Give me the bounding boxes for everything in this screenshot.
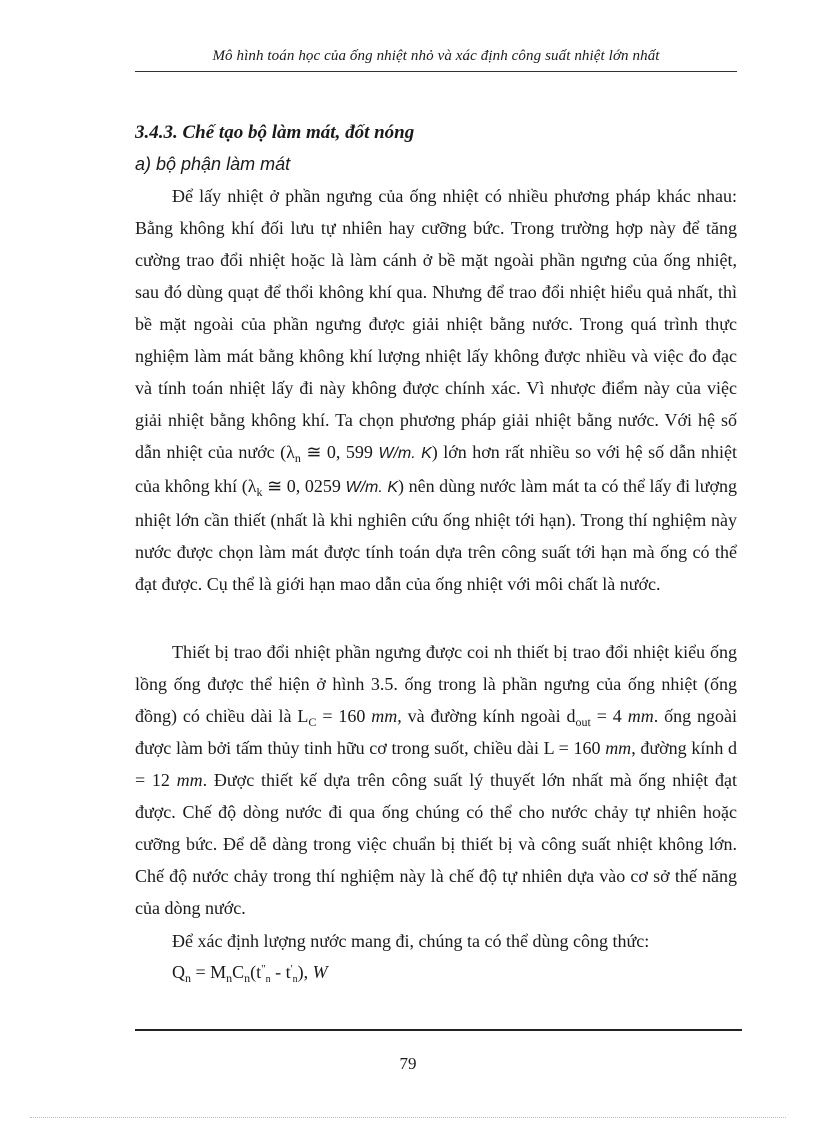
formula-superscript: ' — [290, 963, 293, 975]
length-subscript: C — [308, 715, 317, 729]
lambda-water-unit: W/m. K — [378, 445, 432, 462]
formula-subscript: n — [265, 974, 271, 985]
section-heading: 3.4.3. Chế tạo bộ làm mát, đốt nóng — [135, 122, 415, 143]
text-run: Thiết bị trao đổi nhiệt phần ngưng được coi nh thiết bị trao đổi nhiệt kiểu ống lồng ống được thể hiện ở hình 3.5. ống trong là phần ngưng của ống nhiệt (ống đồng) có chiều dài là L — [135, 642, 737, 726]
diameter-subscript: out — [575, 715, 591, 729]
lambda-air-value: ≅ 0, 0259 — [262, 476, 346, 496]
unit-mm: mm — [176, 770, 203, 790]
formula-part: = M — [191, 962, 227, 982]
text-run: . Được thiết kế dựa trên công suất lý thuyết lớn nhất mà ống nhiệt đạt được. Chế độ dòng nước đi qua ống chúng có thể cho nước chảy tự nhiên hoặc cưỡng bức. Để dễ dàng trong việc chuẩn bị thiết bị và công suất nhiệt không lớn. Chế độ nước chảy trong thí nghiệm này là chế độ tự nhiên dựa vào cơ sở thế năng của dòng nước. — [135, 770, 737, 918]
lambda-water-subscript: n — [294, 451, 301, 465]
lambda-air-unit: W/m. K — [345, 479, 398, 496]
formula-part: - t — [270, 962, 291, 982]
text-run: Để xác định lượng nước mang đi, chúng ta có thể dùng công thức: — [172, 931, 650, 951]
formula-unit: W — [312, 962, 328, 982]
unit-mm: mm — [627, 706, 654, 726]
formula-q: Q — [172, 962, 185, 982]
running-header: Mô hình toán học của ống nhiệt nhỏ và xác định công suất nhiệt lớn nhất — [212, 48, 660, 64]
page-number: 79 — [399, 1054, 417, 1073]
unit-mm: mm — [605, 738, 632, 758]
heat-formula — [172, 962, 328, 983]
text-run: Để lấy nhiệt ở phần ngưng của ống nhiệt có nhiều phương pháp khác nhau: Bằng không khí đối lưu tự nhiên hay cưỡng bức. Trong trường hợp này để tăng cường trao đổi nhiệt hoặc là làm cánh ở bề mặt ngoài phần ngưng của ống nhiệt, sau đó dùng quạt để thổi không khí qua. Nhưng để trao đổi nhiệt hiểu quả nhất, thì bề mặt ngoài của phần ngưng được giải nhiệt bằng nước. Trong quá trình thực nghiệm làm mát bằng không khí lượng nhiệt lấy không được nhiều và việc đo đạc và tính toán nhiệt lấy đi này không được chính xác. Vì nhược điểm này của việc giải nhiệt bằng không khí. Ta chọn phương pháp giải nhiệt bằng nước. Với hệ số dẫn nhiệt của nước ( — [135, 186, 737, 462]
paragraph-cooling-methods — [135, 180, 737, 600]
subsection-heading: a) bộ phận làm mát — [135, 154, 291, 174]
paragraph-heat-exchanger — [135, 636, 737, 924]
formula-superscript: " — [261, 963, 266, 975]
paragraph-formula-intro — [135, 925, 737, 957]
formula-part: C — [232, 962, 245, 982]
header-divider — [135, 71, 737, 72]
unit-mm: mm — [371, 706, 398, 726]
text-run: = 160 — [316, 706, 372, 726]
formula-part: (t — [250, 962, 262, 982]
page-edge-dotted-line — [30, 1117, 786, 1118]
text-run: ) nên dùng nước làm mát ta có thể lấy đi lượng nhiệt lớn cần thiết (nhất là khi nghiên cứu ống nhiệt tới hạn). Trong thí nghiệm này nước được chọn làm mát được tính toán dựa trên công suất tới hạn mà ống có thể đạt được. Cụ thể là giới hạn mao dẫn của ống nhiệt với môi chất là nước. — [135, 476, 737, 594]
formula-subscript: n — [226, 971, 233, 985]
text-run: ) lớn hơn rất nhiều so với hệ số dẫn nhiệt của không khí ( — [135, 442, 738, 496]
formula-subscript: n — [244, 971, 251, 985]
lambda-air-symbol: λ — [247, 476, 257, 496]
formula-subscript: n — [185, 971, 191, 985]
lambda-water-value: ≅ 0, 599 — [300, 442, 379, 462]
footer-divider — [135, 1029, 742, 1031]
text-run: . ống ngoài được làm bởi tấm thủy tinh hữu cơ trong suốt, chiều dài L = 160 — [135, 706, 737, 758]
lambda-air-subscript: k — [256, 485, 263, 499]
lambda-water-symbol: λ — [286, 442, 295, 462]
text-run: , đường kính d = 12 — [135, 738, 738, 790]
text-run: = 4 — [590, 706, 628, 726]
formula-subscript: n — [292, 974, 298, 985]
text-run: , và đường kính ngoài d — [397, 706, 576, 726]
formula-part: ), — [297, 962, 313, 982]
